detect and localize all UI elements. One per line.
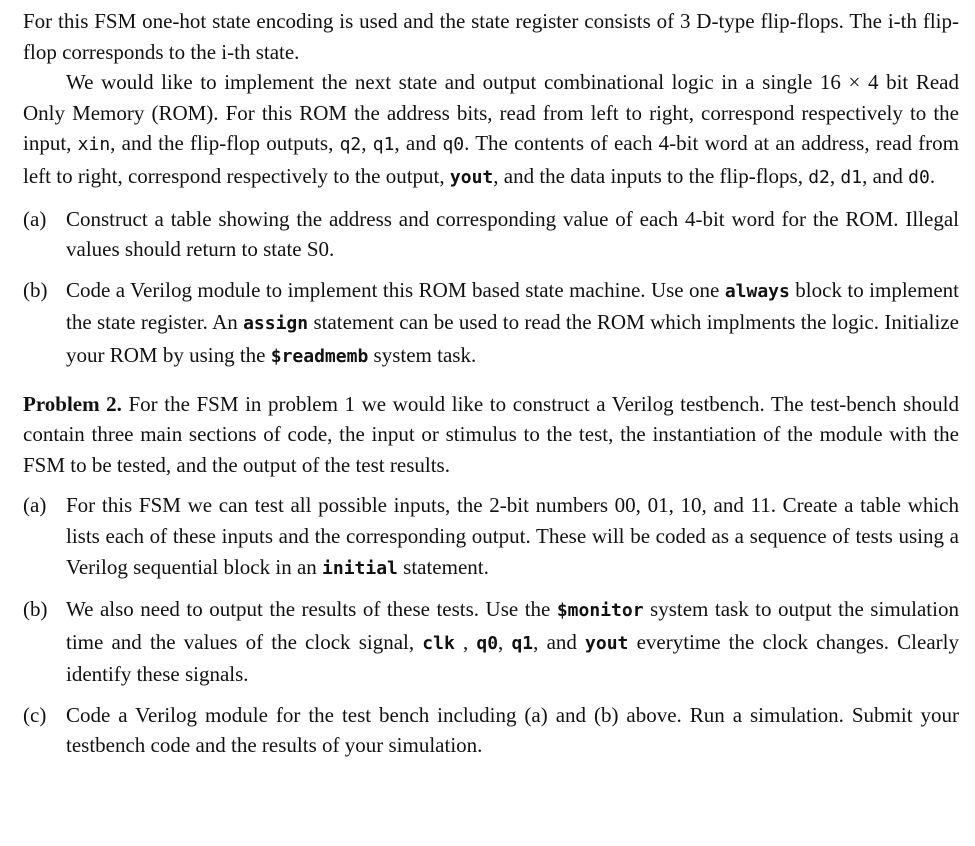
list-item-2b	[23, 594, 959, 690]
code-monitor: $monitor	[556, 600, 644, 622]
code-d2: d2	[808, 166, 830, 188]
text-run: block to implement the state register. An	[66, 277, 959, 335]
item-label: (a)	[23, 493, 47, 518]
list-item-1a	[23, 204, 959, 265]
text-run: . The contents of each 4-bit word at an address, read from left to right, correspond respectively to the output,	[23, 131, 959, 188]
text-run: We would like to implement the next state and output combinational logic in a single 16 × 4 bit Read Only Memory (ROM). For this ROM the address bits, read from left to right, correspond respectively to the input,	[23, 70, 959, 156]
code-q0: q0	[442, 134, 465, 156]
text-run: statement can be used to read the ROM which implments the logic. Initialize your ROM by using the	[66, 310, 959, 367]
code-yout: yout	[449, 166, 494, 188]
text-run: For this FSM we can test all possible inputs, the 2-bit numbers 00, 01, 10, and 11. Create a table which lists each of these inputs and the corresponding output. These will be coded as a sequence of tests using a Verilog sequential block in an	[66, 493, 959, 579]
code-clk: clk	[422, 632, 455, 654]
list-item-2a	[23, 490, 959, 584]
list-item-2c	[23, 700, 959, 761]
text-run: statement.	[397, 554, 489, 579]
document-page	[23, 6, 959, 761]
code-d1: d1	[840, 166, 863, 188]
code-initial: initial	[322, 557, 398, 579]
text-run: , and	[862, 163, 909, 188]
item-text: Construct a table showing the address and corresponding value of each 4-bit word for the ROM. Illegal values should return to state S0.	[66, 206, 959, 262]
paragraph-encoding-text: For this FSM one-hot state encoding is used and the state register consists of 3 D-type flip-flops. The i-th flip-flop corresponds to the i-th state.	[23, 9, 959, 64]
problem-2-intro-text: For the FSM in problem 1 we would like to construct a Verilog testbench. The test-bench should contain three main sections of code, the input or stimulus to the test, the instantiation of the module with the FSM to be tested, and the output of the test results.	[23, 391, 959, 477]
text-run: ,	[454, 629, 477, 654]
code-q2: q2	[339, 134, 362, 156]
item-text: Code a Verilog module for the test bench including (a) and (b) above. Run a simulation. Submit your testbench code and the results of your simulation.	[66, 702, 959, 758]
item-label: (a)	[23, 206, 47, 231]
list-item-1b	[23, 275, 959, 373]
problem-2-heading: Problem 2.	[23, 391, 122, 416]
item-label: (b)	[23, 597, 48, 622]
text-run: ,	[829, 163, 841, 188]
code-readmemb: $readmemb	[270, 345, 369, 367]
problem-2-intro	[23, 389, 959, 481]
text-run: system task to output the simulation time and the values of the clock signal,	[66, 597, 959, 654]
code-q0: q0	[476, 632, 499, 654]
code-always: always	[724, 280, 790, 302]
paragraph-rom	[23, 67, 959, 193]
text-run: We also need to output the results of these tests. Use the	[66, 597, 557, 622]
text-run: , and	[394, 131, 443, 156]
text-run: ,	[498, 629, 512, 654]
paragraph-encoding	[23, 6, 959, 67]
text-run: , and the flip-flop outputs,	[110, 131, 340, 156]
code-yout: yout	[585, 632, 629, 654]
text-run: system task.	[368, 342, 477, 367]
text-run: everytime the clock changes. Clearly identify these signals.	[66, 629, 959, 687]
text-run: ,	[361, 131, 373, 156]
code-d0: d0	[908, 166, 930, 188]
code-q1: q1	[372, 134, 395, 156]
code-q1: q1	[511, 632, 534, 654]
text-run: .	[929, 163, 936, 188]
text-run: , and	[533, 629, 586, 654]
text-run: , and the data inputs to the flip-flops,	[493, 163, 809, 188]
code-xin: xin	[77, 134, 111, 156]
item-label: (c)	[23, 702, 47, 727]
code-assign: assign	[243, 313, 309, 335]
item-label: (b)	[23, 277, 48, 302]
text-run: Code a Verilog module to implement this ROM based state machine. Use one	[66, 277, 725, 302]
